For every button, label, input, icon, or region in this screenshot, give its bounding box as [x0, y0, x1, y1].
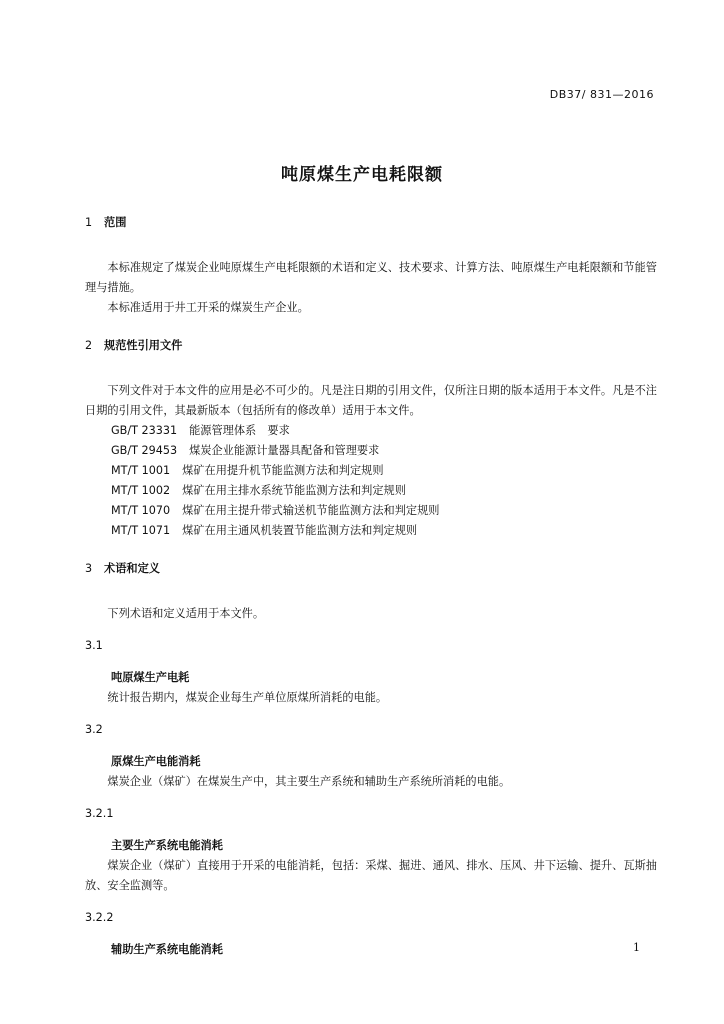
- section-heading-terms: [85, 559, 657, 579]
- term-name: 辅助生产系统电能消耗: [111, 943, 223, 956]
- document-body: [85, 213, 657, 960]
- reference-code: MT/T 1071: [111, 524, 171, 537]
- section-number: 3: [85, 562, 93, 575]
- reference-title: 煤矿在用主通风机装置节能监测方法和判定规则: [182, 524, 418, 537]
- paragraph: 下列文件对于本文件的应用是必不可少的。凡是注日期的引用文件，仅所注日期的版本适用于本文件。凡是不注日期的引用文件，其最新版本（包括所有的修改单）适用于本文件。: [85, 384, 657, 417]
- clause-number: 3.2: [85, 723, 103, 736]
- section-heading-normative-references: [85, 336, 657, 356]
- term-name: 主要生产系统电能消耗: [111, 839, 223, 852]
- term-definition: 煤炭企业（煤矿）在煤炭生产中，其主要生产系统和辅助生产系统所消耗的电能。: [107, 775, 511, 788]
- document-title: 吨原煤生产电耗限额: [281, 165, 443, 185]
- reference-title: 煤矿在用提升机节能监测方法和判定规则: [182, 464, 384, 477]
- section-number: 1: [85, 216, 93, 229]
- reference-code: MT/T 1002: [111, 484, 171, 497]
- page-number: 1: [633, 941, 640, 954]
- reference-item: [85, 441, 657, 461]
- paragraph: 本标准规定了煤炭企业吨原煤生产电耗限额的术语和定义、技术要求、计算方法、吨原煤生产电耗限额和节能管理与措施。: [85, 261, 657, 294]
- paragraph: 下列术语和定义适用于本文件。: [107, 607, 265, 620]
- reference-item: [85, 501, 657, 521]
- section-heading-scope: [85, 213, 657, 233]
- reference-item: [85, 521, 657, 541]
- term-definition: 煤炭企业（煤矿）直接用于开采的电能消耗，包括：采煤、掘进、通风、排水、压风、井下运输、提升、瓦斯抽放、安全监测等。: [85, 859, 657, 892]
- reference-code: GB/T 29453: [111, 444, 178, 457]
- reference-title: 煤矿在用主排水系统节能监测方法和判定规则: [182, 484, 406, 497]
- reference-title: 能源管理体系 要求: [189, 424, 290, 437]
- reference-code: GB/T 23331: [111, 424, 178, 437]
- term-name: 原煤生产电能消耗: [111, 755, 201, 768]
- term-name: 吨原煤生产电耗: [111, 671, 190, 684]
- section-title: 范围: [104, 216, 127, 229]
- reference-title: 煤矿在用主提升带式输送机节能监测方法和判定规则: [182, 504, 440, 517]
- section-number: 2: [85, 339, 93, 352]
- reference-title: 煤炭企业能源计量器具配备和管理要求: [189, 444, 380, 457]
- clause-number: 3.2.2: [85, 911, 114, 924]
- reference-code: MT/T 1070: [111, 504, 171, 517]
- term-definition: 统计报告期内，煤炭企业每生产单位原煤所消耗的电能。: [107, 691, 388, 704]
- clause-number: 3.1: [85, 639, 103, 652]
- section-title: 规范性引用文件: [104, 339, 183, 352]
- reference-code: MT/T 1001: [111, 464, 171, 477]
- section-title: 术语和定义: [104, 562, 160, 575]
- document-code: DB37/ 831—2016: [549, 88, 654, 101]
- reference-item: [85, 461, 657, 481]
- paragraph: 本标准适用于井工开采的煤炭生产企业。: [107, 301, 309, 314]
- clause-number: 3.2.1: [85, 807, 114, 820]
- reference-item: [85, 481, 657, 501]
- reference-item: [85, 421, 657, 441]
